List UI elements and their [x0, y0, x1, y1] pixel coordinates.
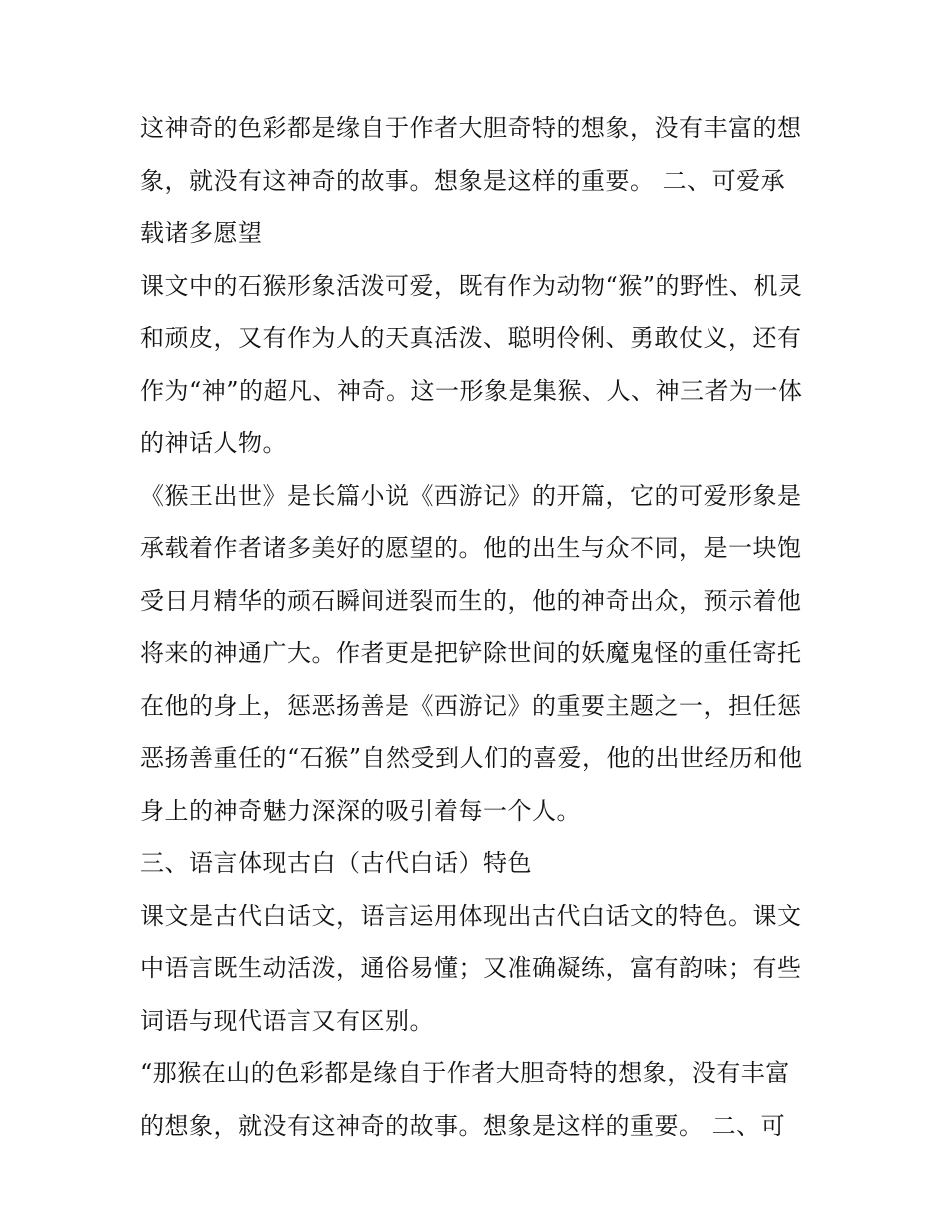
text-line: 将来的神通广大。作者更是把铲除世间的妖魔鬼怪的重任寄托 — [140, 639, 802, 667]
text-line: 《猴王出世》是长篇小说《西游记》的开篇，它的可爱形象是 — [140, 481, 802, 510]
text-line: 恶扬善重任的“石猴”自然受到人们的喜爱，他的出世经历和他 — [140, 744, 803, 772]
text-line: 身上的神奇魅力深深的吸引着每一个人。 — [140, 796, 581, 825]
text-line: 课文是古代白话文，语言运用体现出古代白话文的特色。课文 — [140, 901, 802, 930]
text-line: 承载着作者诸多美好的愿望的。他的出生与众不同，是一块饱 — [140, 534, 802, 562]
section-heading: 三、语言体现古白（古代白话）特色 — [140, 849, 532, 877]
text-line: 作为“神”的超凡、神奇。这一形象是集猴、人、神三者为一体 — [140, 376, 803, 405]
text-line: 的想象，就没有这神奇的故事。想象是这样的重要。 二、可 — [140, 1111, 786, 1140]
text-line: 课文中的石猴形象活泼可爱，既有作为动物“猴”的野性、机灵 — [140, 271, 803, 300]
text-line: 在他的身上，惩恶扬善是《西游记》的重要主题之一，担任惩 — [140, 691, 802, 720]
text-line: 词语与现代语言又有区别。 — [140, 1006, 434, 1035]
body-text — [140, 102, 820, 1152]
text-line: 象，就没有这神奇的故事。想象是这样的重要。 二、可爱承 — [140, 166, 786, 195]
text-line: 载诸多愿望 — [140, 219, 263, 247]
text-line: 的神话人物。 — [140, 429, 287, 457]
text-line: 受日月精华的顽石瞬间迸裂而生的，他的神奇出众，预示着他 — [140, 586, 802, 615]
text-line: 中语言既生动活泼，通俗易懂；又准确凝练，富有韵味；有些 — [140, 954, 802, 982]
text-line: 和顽皮，又有作为人的天真活泼、聪明伶俐、勇敢仗义，还有 — [140, 324, 802, 352]
text-line: 这神奇的色彩都是缘自于作者大胆奇特的想象，没有丰富的想 — [140, 114, 802, 142]
text-line: “那猴在山的色彩都是缘自于作者大胆奇特的想象，没有丰富 — [140, 1059, 790, 1087]
